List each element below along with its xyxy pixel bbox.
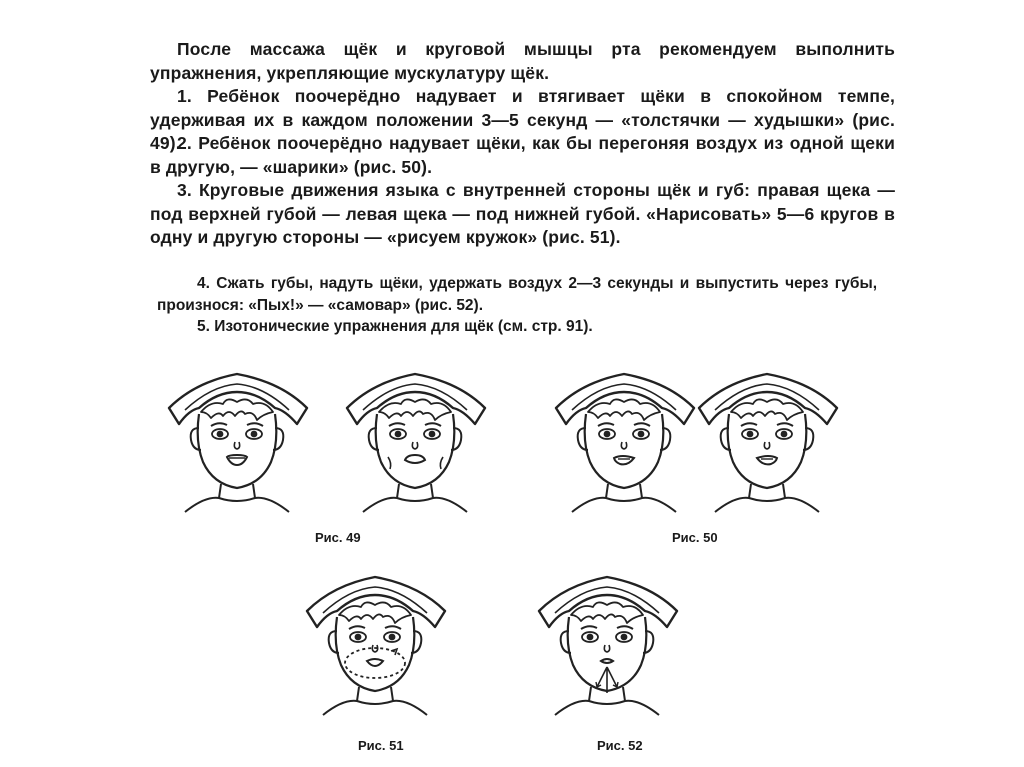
intro-paragraph [150, 38, 895, 85]
child-face-sucked-illustration [347, 374, 485, 512]
exercise-item-5-text: 5. Изотонические упражнения для щёк (см. стр. 91). [197, 318, 593, 335]
intro-text: После массажа щёк и круговой мышцы рта рекомендуем выполнить [177, 39, 895, 59]
figure-51-illustration [303, 565, 463, 730]
exercise-item-4 [157, 273, 877, 316]
exercise-item-3-text: 3. Круговые движения языка с внутренней стороны щёк и губ: правая щека — под верхней губой — левая щека — под нижней губой. «Нарисовать» 5—6 кругов в одну и другую стороны — «рисуем кружок» (рис. 51). [150, 180, 895, 247]
figure-49-illustration [165, 362, 520, 527]
intro-bold-text: упражнения, укрепляющие мускулатуру щёк. [150, 62, 550, 83]
exercise-item-1-text: 1. Ребёнок поочерёдно надувает и втягивает щёки в спокойном темпе, удерживая их в каждом положении 3—5 секунд — «толстячки — худышки» (рис. 49). [150, 86, 895, 153]
figure-50-caption: Рис. 50 [672, 530, 718, 545]
child-face-puffed-illustration [169, 374, 307, 512]
figure-52-illustration [535, 565, 695, 730]
exercise-item-5 [157, 316, 877, 338]
figure-51-caption: Рис. 51 [358, 738, 404, 753]
child-face-right-cheek-puffed-illustration [699, 374, 837, 512]
figure-52-caption: Рис. 52 [597, 738, 643, 753]
exercise-item-2 [150, 132, 895, 179]
child-face-left-cheek-puffed-illustration [556, 374, 694, 512]
exercise-item-3 [150, 179, 895, 250]
figure-49-caption: Рис. 49 [315, 530, 361, 545]
exercise-item-4-text: 4. Сжать губы, надуть щёки, удержать воздух 2—3 секунды и выпустить через губы, произнося: «Пых!» — «самовар» (рис. 52). [157, 275, 877, 314]
exercise-item-2-text: 2. Ребёнок поочерёдно надувает щёки, как бы перегоняя воздух из одной щеки в другую, — «шарики» (рис. 50). [150, 133, 895, 177]
child-face-blowing-illustration [539, 577, 677, 715]
figure-50-illustration [552, 362, 867, 527]
child-face-tongue-circle-illustration [307, 577, 445, 715]
